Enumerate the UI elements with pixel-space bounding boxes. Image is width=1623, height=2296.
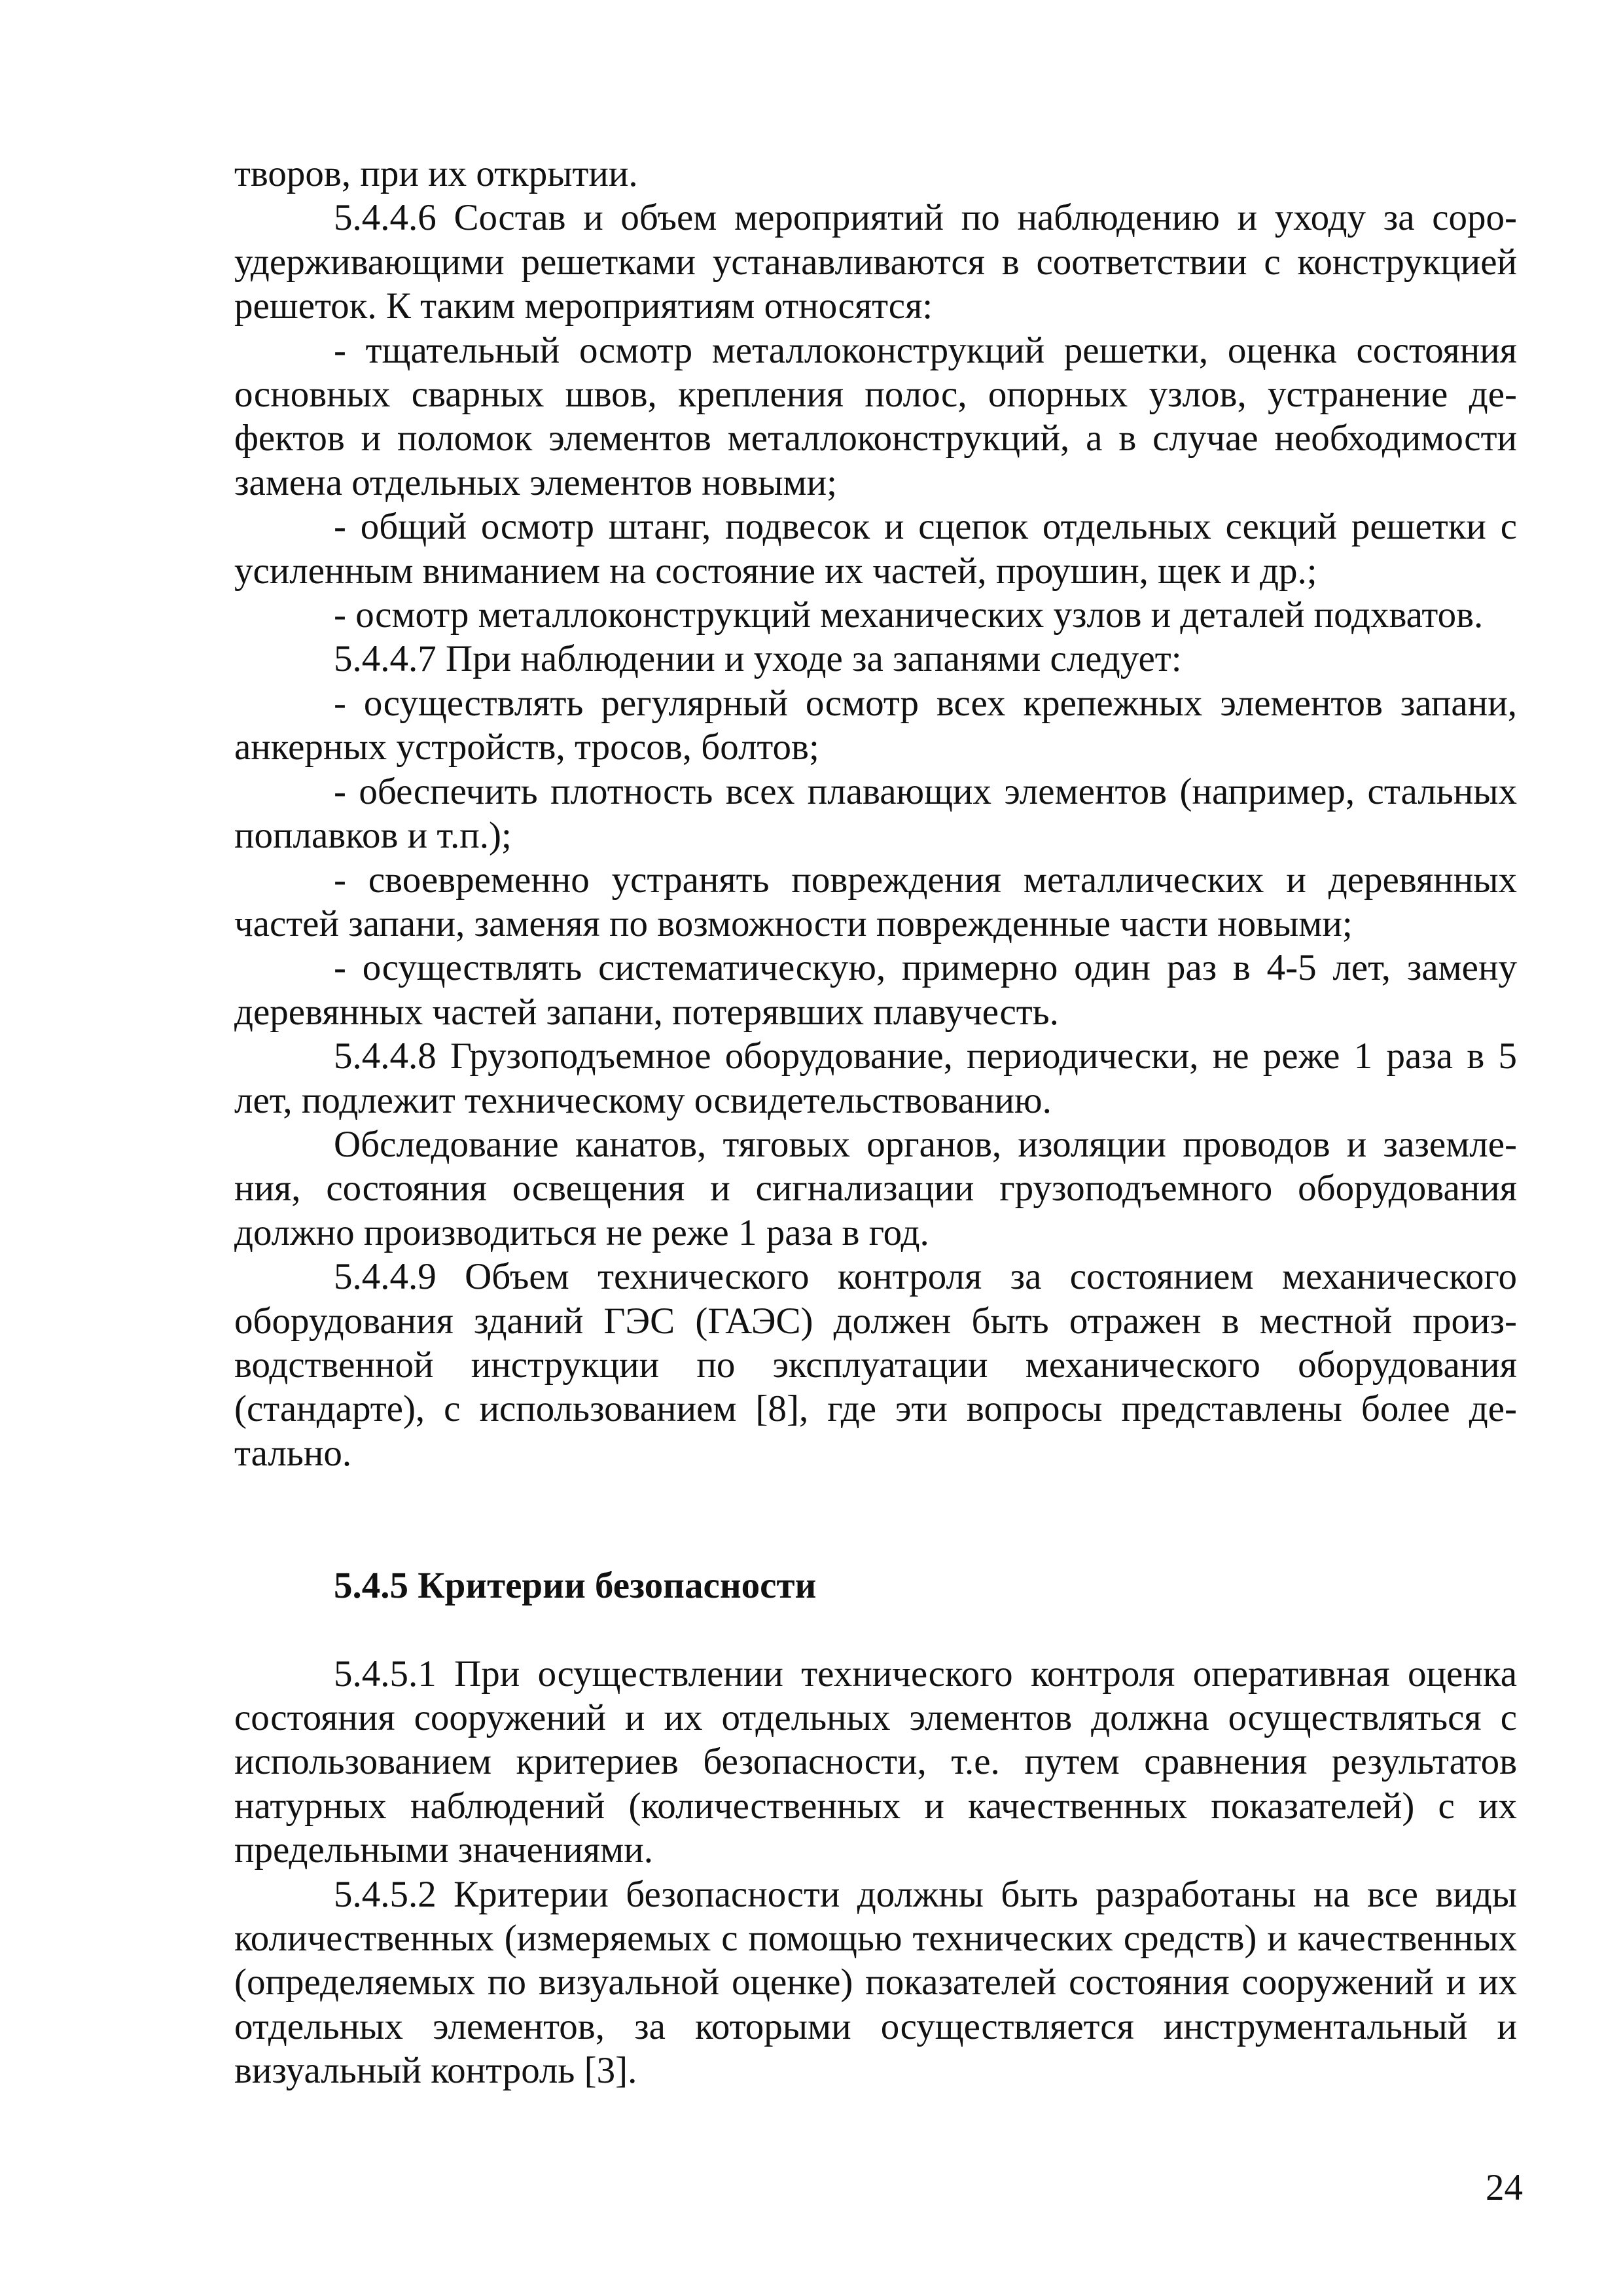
paragraph: творов, при их открытии.: [234, 153, 638, 194]
paragraph: 5.4.5.1 При осуществлении технического контроля оперативная оценка состояния сооружений и их отдельных элементов должна осуществляться с использованием критериев безопасности, т.е. путем сравнения результатов натурных наблюдений (количественных и качественных показателей) с их предельными значениями.: [234, 1653, 1517, 1871]
paragraph: 5.4.4.6 Состав и объем мероприятий по наблюдению и уходу за сороудерживающими решетками устанавливаются в соответствии с конструкцией решеток. К таким мероприятиям относятся:: [234, 197, 1517, 327]
list-item: - осуществлять систематическую, примерно один раз в 4-5 лет, замену деревянных частей запани, потерявших плавучесть.: [234, 947, 1517, 1033]
paragraph: 5.4.4.7 При наблюдении и уходе за запанями следует:: [334, 638, 1182, 680]
list-item: - осуществлять регулярный осмотр всех крепежных элементов запани, анкерных устройств, тросов, болтов;: [234, 682, 1517, 768]
page-body: [234, 152, 1517, 2093]
paragraph: 5.4.5.2 Критерии безопасности должны быть разработаны на все виды количественных (измеряемых с помощью технических средств) и качественных (определяемых по визуальной оценке) показателей состояния сооружений и их отдельных элементов, за которыми осуществляется инструментальный и визуальный контроль [3].: [234, 1873, 1517, 2092]
list-item: - общий осмотр штанг, подвесок и сцепок отдельных секций решетки с усиленным вниманием на состояние их частей, проушин, щек и др.;: [234, 506, 1517, 592]
list-item: - осмотр металлоконструкций механических узлов и деталей подхватов.: [334, 594, 1484, 636]
list-item: - тщательный осмотр металлоконструкций решетки, оценка состояния основных сварных швов, крепления полос, опорных узлов, устранение дефектов и поломок элементов металлоконструкций, а в случае необходимости замена отдельных элементов новыми;: [234, 329, 1517, 503]
section-heading: 5.4.5 Критерии безопасности: [334, 1565, 817, 1607]
page-number: 24: [1486, 2167, 1523, 2208]
paragraph: 5.4.4.9 Объем технического контроля за состоянием механического оборудования зданий ГЭС (ГАЭС) должен быть отражен в местной производственной инструкции по эксплуатации механического оборудования (стандарте), с использованием [8], где эти вопросы представлены более детально.: [234, 1256, 1517, 1474]
list-item: - своевременно устранять повреждения металлических и деревянных частей запани, заменяя по возможности поврежденные части новыми;: [234, 859, 1517, 944]
list-item: - обеспечить плотность всех плавающих элементов (например, стальных поплавков и т.п.);: [234, 770, 1517, 857]
paragraph: Обследование канатов, тяговых органов, изоляции проводов и заземления, состояния освещения и сигнализации грузоподъемного оборудования должно производиться не реже 1 раза в год.: [234, 1123, 1517, 1253]
paragraph: 5.4.4.8 Грузоподъемное оборудование, периодически, не реже 1 раза в 5 лет, подлежит техническому освидетельствованию.: [234, 1035, 1517, 1121]
